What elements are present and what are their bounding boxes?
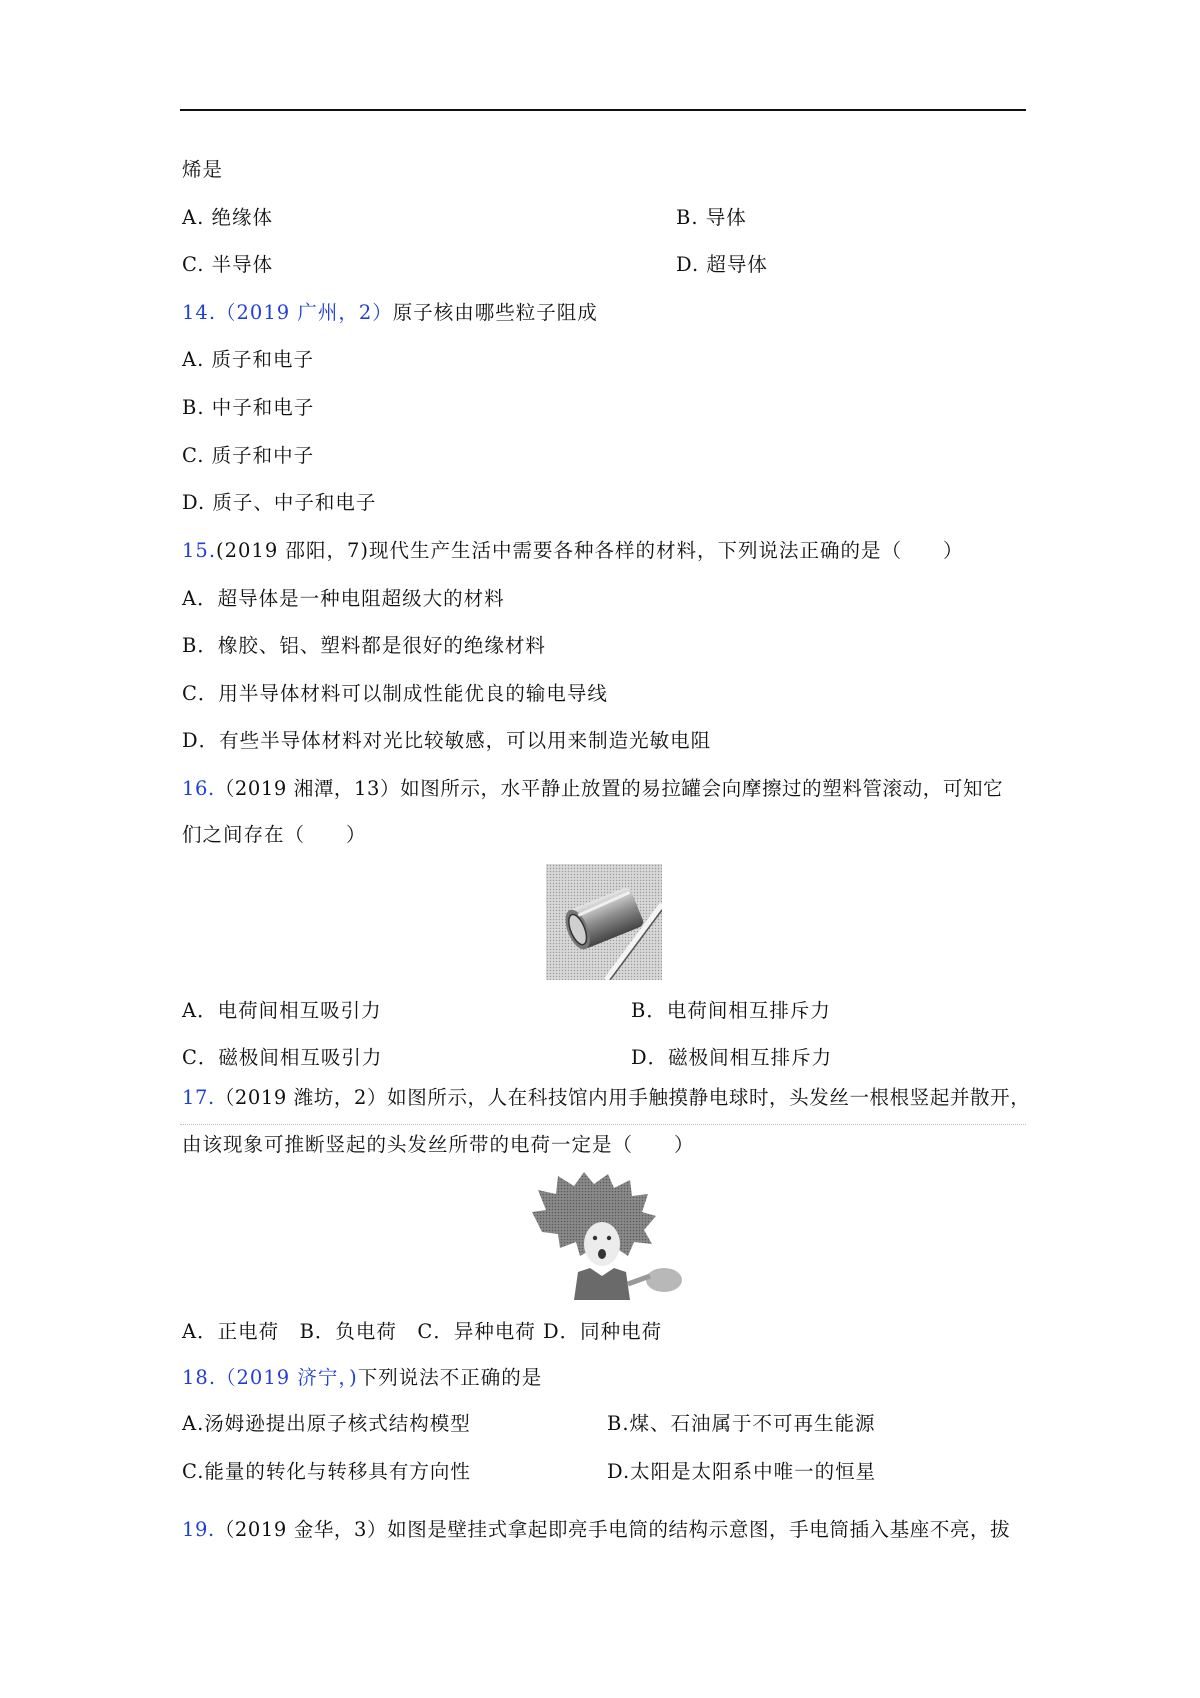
q19-stem	[182, 1518, 1010, 1542]
q14-option-b: B. 中子和电子	[182, 396, 315, 419]
q16-option-b: B．电荷间相互排斥力	[631, 999, 831, 1022]
q13-option-d: D. 超导体	[676, 253, 768, 276]
q16-stem-line2: 们之间存在（ ）	[182, 823, 367, 846]
q18-option-c: C.能量的转化与转移具有方向性	[182, 1460, 471, 1483]
q18-text: 下列说法不正确的是	[357, 1366, 543, 1389]
q15-option-c: C．用半导体材料可以制成性能优良的输电导线	[182, 682, 608, 705]
q17-stem-line2: 由该现象可推断竖起的头发丝所带的电荷一定是（ ）	[182, 1133, 695, 1156]
q14-text: 原子核由哪些粒子阻成	[392, 301, 598, 324]
dotted-divider	[180, 1124, 1026, 1125]
q17-stem	[182, 1086, 1030, 1110]
q18-option-b: B.煤、石油属于不可再生能源	[607, 1412, 876, 1435]
header-rule	[180, 109, 1026, 111]
q15-option-b: B．橡胶、铝、塑料都是很好的绝缘材料	[182, 634, 546, 657]
q16-stem	[182, 777, 1003, 801]
q18-option-a: A.汤姆逊提出原子核式结构模型	[182, 1412, 471, 1435]
q14-option-c: C. 质子和中子	[182, 444, 315, 467]
q15-text: (2019 邵阳，7)现代生产生活中需要各种各样的材料，下列说法正确的是（ ）	[216, 539, 964, 562]
q18-stem	[182, 1366, 542, 1390]
q14-option-d: D. 质子、中子和电子	[182, 491, 377, 514]
q17-options: A．正电荷 B．负电荷 C．异种电荷 D．同种电荷	[182, 1320, 663, 1343]
q16-option-a: A．电荷间相互吸引力	[182, 999, 382, 1022]
q15-stem	[182, 539, 963, 563]
q15-number: 15.	[182, 539, 217, 562]
q19-text: （2019 金华，3）如图是壁挂式拿起即亮手电筒的结构示意图，手电筒插入基座不亮，拔	[214, 1518, 1011, 1541]
q13-option-a: A. 绝缘体	[182, 206, 273, 229]
soda-can-figure	[546, 864, 662, 980]
q15-option-d: D．有些半导体材料对光比较敏感，可以用来制造光敏电阻	[182, 729, 712, 752]
q13-option-b: B. 导体	[676, 206, 747, 229]
q13-option-c: C. 半导体	[182, 253, 274, 276]
q16-text: （2019 湘潭，13）如图所示，水平静止放置的易拉罐会向摩擦过的塑料管滚动，可知它	[214, 777, 1004, 800]
q19-number: 19.	[182, 1518, 215, 1541]
q16-number: 16.	[182, 777, 215, 800]
q14-option-a: A. 质子和电子	[182, 348, 314, 371]
static-hair-figure	[524, 1172, 690, 1300]
q17-text: （2019 潍坊，2）如图所示，人在科技馆内用手触摸静电球时，头发丝一根根竖起并散开，	[214, 1086, 1031, 1109]
q16-option-c: C．磁极间相互吸引力	[182, 1046, 383, 1069]
q15-option-a: A．超导体是一种电阻超级大的材料	[182, 587, 505, 610]
q16-option-d: D．磁极间相互排斥力	[631, 1046, 833, 1069]
q17-number: 17.	[182, 1086, 215, 1109]
q18-source: 18.（2019 济宁，)	[182, 1366, 358, 1389]
q14-source: 14.（2019 广州，2）	[182, 301, 393, 324]
line-continuation: 烯是	[182, 158, 224, 181]
q18-option-d: D.太阳是太阳系中唯一的恒星	[607, 1460, 877, 1483]
q14-stem	[182, 301, 598, 325]
